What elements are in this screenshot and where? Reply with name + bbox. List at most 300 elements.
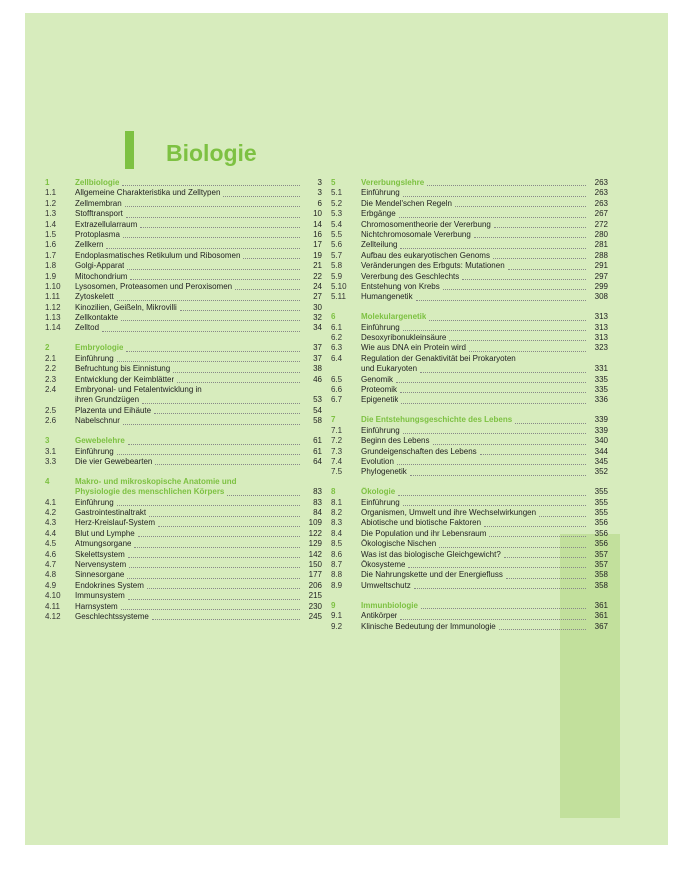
toc-page-number: 272: [594, 219, 608, 229]
dot-leader: [126, 351, 300, 352]
dot-leader: [414, 588, 586, 589]
dot-leader: [493, 258, 586, 259]
toc-label: Zellbiologie: [75, 177, 120, 187]
toc-number: 6.1: [331, 322, 343, 332]
toc-page-number: 339: [594, 415, 608, 425]
toc-page-number: 313: [594, 333, 608, 343]
toc-page-number: 355: [594, 508, 608, 518]
toc-entry-row[interactable]: [45, 282, 322, 292]
dot-leader: [125, 206, 300, 207]
toc-label: Genomik: [361, 374, 394, 384]
toc-label: Plazenta und Eihäute: [75, 405, 152, 415]
toc-number: 5.7: [331, 250, 343, 260]
toc-number: 1.1: [45, 188, 57, 198]
toc-chapter-row[interactable]: [331, 601, 608, 611]
toc-label: Antikörper: [361, 611, 398, 621]
toc-entry-row[interactable]: [331, 199, 608, 209]
toc-number: 4.1: [45, 497, 57, 507]
toc-number: 9.2: [331, 621, 343, 631]
toc-number: 1.2: [45, 198, 57, 208]
toc-entry-row[interactable]: [45, 230, 322, 240]
toc-page-number: 331: [594, 364, 608, 374]
toc-number: 7: [331, 415, 336, 425]
dot-leader: [399, 217, 586, 218]
toc-page-number: 263: [594, 198, 608, 208]
toc-page-number: 109: [308, 518, 322, 528]
toc-entry-row[interactable]: [331, 354, 608, 364]
dot-leader: [439, 547, 586, 548]
toc-label: Humangenetik: [361, 292, 413, 302]
toc-label: Die Mendel'schen Regeln: [361, 198, 452, 208]
toc-number: 6.3: [331, 343, 343, 353]
toc-page-number: 58: [313, 416, 322, 426]
toc-entry-row[interactable]: [331, 467, 608, 477]
toc-entry-row[interactable]: [331, 508, 608, 518]
toc-page-number: 340: [594, 436, 608, 446]
toc-page-number: 10: [313, 209, 322, 219]
dot-leader: [180, 310, 300, 311]
dot-leader: [416, 300, 586, 301]
toc-page-number: 344: [594, 446, 608, 456]
toc-number: 7.1: [331, 425, 343, 435]
toc-number: 4.12: [45, 612, 61, 621]
toc-label: Ökologie: [361, 487, 396, 497]
dot-leader: [433, 444, 587, 445]
toc-label: Befruchtung bis Einnistung: [75, 364, 171, 374]
toc-page-number: 53: [313, 395, 322, 405]
toc-entry-row[interactable]: [331, 209, 608, 219]
toc-entry-row[interactable]: [45, 581, 322, 591]
toc-page-number: 38: [313, 364, 322, 374]
toc-number: 5.10: [331, 281, 347, 291]
toc-page-number: 129: [308, 539, 322, 549]
dot-leader: [128, 599, 300, 600]
toc-page-number: 16: [313, 229, 322, 239]
dot-leader: [462, 279, 586, 280]
toc-entry-row[interactable]: [331, 447, 608, 457]
toc-entry-row[interactable]: [45, 292, 322, 302]
dot-leader: [400, 392, 586, 393]
toc-label: Klinische Bedeutung der Immunologie: [361, 621, 496, 631]
toc-entry-row[interactable]: [331, 188, 608, 198]
toc-number: 3.3: [45, 456, 57, 466]
toc-page-number: 3: [317, 177, 322, 187]
toc-entry-row[interactable]: [331, 282, 608, 292]
toc-entry-row[interactable]: [45, 457, 322, 467]
toc-page-number: 299: [594, 281, 608, 291]
toc-entry-row[interactable]: [331, 333, 608, 343]
toc-chapter-row[interactable]: [331, 487, 608, 497]
toc-entry-row[interactable]: [45, 375, 322, 385]
toc-label: Geschlechtssysteme: [75, 612, 149, 621]
toc-label: Vererbungslehre: [361, 177, 425, 187]
toc-entry-row[interactable]: [331, 611, 608, 621]
toc-number: 5.1: [331, 188, 343, 198]
toc-page-number: 356: [594, 528, 608, 538]
toc-label: Vererbung des Geschlechts: [361, 271, 460, 281]
toc-label: Lysosomen, Proteasomen und Peroxisomen: [75, 281, 233, 291]
toc-entry-row[interactable]: [45, 570, 322, 580]
toc-chapter-row[interactable]: [45, 343, 322, 353]
toc-chapter-row[interactable]: [331, 415, 608, 425]
toc-right-column: [331, 178, 608, 642]
toc-entry-row[interactable]: [331, 240, 608, 250]
toc-entry-row[interactable]: [45, 447, 322, 457]
toc-page-number: 263: [594, 177, 608, 187]
dot-leader: [117, 454, 300, 455]
toc-page-number: 357: [594, 560, 608, 570]
toc-number: 2.4: [45, 385, 57, 394]
toc-label: Gastrointestinaltrakt: [75, 508, 147, 518]
toc-label: Epigenetik: [361, 395, 399, 405]
toc-entry-row[interactable]: [331, 364, 608, 374]
toc-page-number: 37: [313, 343, 322, 353]
toc-label: Was ist das biologische Gleichgewicht?: [361, 549, 501, 559]
toc-entry-row[interactable]: [331, 261, 608, 271]
dot-leader: [429, 320, 586, 321]
toc-label: Immunsystem: [75, 591, 125, 601]
dot-leader: [117, 505, 300, 506]
toc-page-number: 308: [594, 292, 608, 302]
toc-label: Molekulargenetik: [361, 312, 427, 322]
toc-label: Desoxyribonukleinsäure: [361, 333, 447, 343]
toc-chapter-row[interactable]: [331, 312, 608, 322]
toc-number: 4.4: [45, 528, 57, 538]
toc-label: Einführung: [361, 497, 400, 507]
dot-leader: [504, 557, 586, 558]
toc-label: Grundeigenschaften des Lebens: [361, 446, 477, 456]
toc-page-number: 358: [594, 570, 608, 580]
toc-entry-row[interactable]: [45, 272, 322, 282]
toc-label: Entwicklung der Keimblätter: [75, 374, 175, 384]
dot-leader: [469, 351, 586, 352]
toc-label: Die vier Gewebearten: [75, 456, 153, 466]
toc-left-column: [45, 178, 322, 632]
toc-number: 7.5: [331, 467, 343, 477]
toc-page-number: 61: [313, 446, 322, 456]
toc-label: Regulation der Genaktivität bei Prokaryoten: [361, 353, 516, 363]
toc-label: Evolution: [361, 456, 394, 466]
toc-label: Einführung: [361, 322, 400, 332]
toc-number: 8.3: [331, 518, 343, 528]
toc-label: Atmungsorgane: [75, 539, 132, 549]
dot-leader: [539, 516, 586, 517]
dot-leader: [155, 464, 300, 465]
toc-page-number: 30: [313, 302, 322, 312]
toc-label: Protoplasma: [75, 229, 120, 239]
toc-page-number: 27: [313, 292, 322, 302]
toc-entry-row[interactable]: [45, 498, 322, 508]
toc-label: Einführung: [75, 353, 114, 363]
toc-number: 8.6: [331, 549, 343, 559]
toc-entry-row[interactable]: [45, 508, 322, 518]
toc-entry-row[interactable]: [45, 323, 322, 333]
toc-number: 2.3: [45, 374, 57, 384]
toc-entry-row[interactable]: [45, 199, 322, 209]
toc-page-number: 356: [594, 518, 608, 528]
toc-label: Zelltod: [75, 323, 100, 333]
toc-number: 8.7: [331, 560, 343, 570]
dot-leader: [128, 444, 300, 445]
toc-entry-row[interactable]: [331, 426, 608, 436]
toc-section: [331, 487, 608, 591]
toc-page-number: 280: [594, 229, 608, 239]
dot-leader: [455, 206, 586, 207]
section-numeral: [125, 131, 126, 132]
toc-entry-row[interactable]: [45, 539, 322, 549]
toc-entry-row[interactable]: [331, 230, 608, 240]
dot-leader: [142, 403, 300, 404]
dot-leader: [235, 289, 300, 290]
toc-label: Entstehung von Krebs: [361, 281, 440, 291]
toc-label: ihren Grundzügen: [75, 395, 140, 405]
toc-number: 1: [45, 177, 50, 187]
dot-leader: [117, 300, 300, 301]
dot-leader: [128, 557, 300, 558]
toc-page-number: 297: [594, 271, 608, 281]
toc-chapter-row[interactable]: [45, 487, 322, 497]
toc-number: 9: [331, 600, 336, 610]
toc-page-number: 24: [313, 281, 322, 291]
toc-number: 5.5: [331, 229, 343, 239]
dot-leader: [489, 536, 586, 537]
toc-label: Nabelschnur: [75, 416, 120, 426]
toc-number: 6.4: [331, 353, 343, 363]
toc-number: 8.9: [331, 580, 343, 590]
toc-entry-row[interactable]: [331, 385, 608, 395]
toc-number: 2: [45, 343, 50, 353]
toc-page-number: 64: [313, 456, 322, 466]
toc-label: Chromosomentheorie der Vererbung: [361, 219, 491, 229]
toc-label: Golgi-Apparat: [75, 261, 125, 271]
toc-entry-row[interactable]: [331, 581, 608, 591]
toc-label: Gewebelehre: [75, 436, 125, 446]
toc-number: 4.7: [45, 560, 57, 570]
toc-page-number: 83: [313, 487, 322, 497]
dot-leader: [499, 629, 586, 630]
toc-number: 1.11: [45, 292, 60, 302]
toc-label: Aufbau des eukaryotischen Genoms: [361, 250, 490, 260]
toc-entry-row[interactable]: [45, 560, 322, 570]
dot-leader: [121, 320, 300, 321]
toc-entry-row[interactable]: [45, 261, 322, 271]
toc-number: 4.3: [45, 518, 57, 528]
dot-leader: [421, 608, 586, 609]
toc-entry-row[interactable]: [45, 395, 322, 405]
toc-page-number: 291: [594, 261, 608, 271]
toc-page-number: 339: [594, 425, 608, 435]
toc-entry-row[interactable]: [331, 622, 608, 632]
toc-label: Abiotische und biotische Faktoren: [361, 518, 482, 528]
toc-number: 8.4: [331, 528, 343, 538]
toc-number: 2.1: [45, 353, 57, 363]
toc-entry-row[interactable]: [45, 313, 322, 323]
toc-label: Extrazellularraum: [75, 219, 138, 229]
toc-page-number: 206: [308, 580, 322, 590]
toc-page-number: 34: [313, 323, 322, 333]
toc-label: Veränderungen des Erbguts: Mutationen: [361, 261, 505, 271]
toc-page-number: 361: [594, 600, 608, 610]
toc-label: Ökologische Nischen: [361, 539, 437, 549]
toc-number: 6.2: [331, 333, 343, 343]
toc-label: Stofftransport: [75, 209, 123, 219]
toc-chapter-row[interactable]: [45, 178, 322, 188]
toc-entry-row[interactable]: [45, 591, 322, 601]
toc-section: [331, 601, 608, 632]
toc-entry-row[interactable]: [45, 416, 322, 426]
toc-entry-row[interactable]: [45, 602, 322, 612]
toc-entry-row[interactable]: [45, 364, 322, 374]
toc-page-number: 356: [594, 539, 608, 549]
toc-number: 1.7: [45, 250, 57, 260]
toc-entry-row[interactable]: [45, 612, 322, 622]
toc-number: 1.9: [45, 271, 57, 281]
toc-entry-row[interactable]: [45, 240, 322, 250]
toc-label: Einführung: [361, 425, 400, 435]
toc-entry-row[interactable]: [331, 343, 608, 353]
toc-label: Die Nahrungskette und der Energiefluss: [361, 570, 503, 580]
toc-number: 2.2: [45, 364, 57, 374]
toc-entry-row[interactable]: [331, 375, 608, 385]
toc-number: 5.3: [331, 209, 343, 219]
toc-page-number: 267: [594, 209, 608, 219]
toc-number: 6.7: [331, 395, 343, 405]
toc-entry-row[interactable]: [331, 529, 608, 539]
toc-page-number: 22: [313, 271, 322, 281]
toc-entry-row[interactable]: [331, 251, 608, 261]
toc-entry-row[interactable]: [45, 519, 322, 529]
toc-number: 3.1: [45, 446, 57, 456]
toc-page-number: 245: [308, 612, 322, 621]
dot-leader: [223, 196, 300, 197]
toc-label: Mitochondrium: [75, 271, 128, 281]
toc-entry-row[interactable]: [331, 323, 608, 333]
toc-label: Organismen, Umwelt und ihre Wechselwirkungen: [361, 508, 537, 518]
dot-leader: [396, 382, 586, 383]
toc-entry-row[interactable]: [331, 570, 608, 580]
toc-page-number: 61: [313, 436, 322, 446]
toc-number: 1.6: [45, 240, 57, 250]
dot-leader: [127, 578, 300, 579]
toc-number: 4.6: [45, 549, 57, 559]
toc-page-number: 367: [594, 621, 608, 631]
toc-entry-row[interactable]: [331, 395, 608, 405]
toc-number: 1.8: [45, 261, 57, 271]
toc-number: 6: [331, 312, 336, 322]
dot-leader: [117, 361, 300, 362]
toc-label: Embryologie: [75, 343, 124, 353]
toc-entry-row[interactable]: [331, 519, 608, 529]
toc-entry-row[interactable]: [45, 529, 322, 539]
toc-entry-row[interactable]: [331, 272, 608, 282]
toc-chapter-row[interactable]: [45, 477, 322, 487]
toc-label: Phylogenetik: [361, 467, 407, 477]
toc-page-number: 215: [308, 591, 322, 601]
toc-entry-row[interactable]: [331, 292, 608, 302]
toc-label: Embryonal- und Fetalentwicklung in: [75, 385, 202, 394]
dot-leader: [400, 248, 586, 249]
toc-page-number: 230: [308, 601, 322, 611]
toc-number: 1.12: [45, 302, 61, 312]
toc-entry-row[interactable]: [331, 436, 608, 446]
toc-page-number: 17: [313, 240, 322, 250]
toc-page-number: 358: [594, 580, 608, 590]
dot-leader: [506, 578, 586, 579]
dot-leader: [158, 526, 300, 527]
toc-number: 4.11: [45, 601, 60, 611]
toc-page-number: 335: [594, 374, 608, 384]
toc-page-number: 19: [313, 250, 322, 260]
toc-label: Kinozilien, Geißeln, Mikrovilli: [75, 302, 177, 312]
toc-page-number: 336: [594, 395, 608, 405]
toc-entry-row[interactable]: [331, 498, 608, 508]
toc-number: 8: [331, 487, 336, 497]
dot-leader: [106, 248, 300, 249]
dot-leader: [130, 279, 300, 280]
toc-page-number: 361: [594, 611, 608, 621]
toc-page-number: 46: [313, 374, 322, 384]
dot-leader: [508, 269, 586, 270]
toc-chapter-row[interactable]: [45, 436, 322, 446]
toc-section: [331, 178, 608, 303]
toc-entry-row[interactable]: [45, 220, 322, 230]
toc-entry-row[interactable]: [45, 209, 322, 219]
toc-number: 2.5: [45, 405, 57, 415]
toc-entry-row[interactable]: [45, 251, 322, 261]
toc-label: Sinnesorgane: [75, 570, 125, 580]
toc-number: 9.1: [331, 611, 343, 621]
toc-entry-row[interactable]: [45, 385, 322, 395]
dot-leader: [403, 196, 586, 197]
toc-entry-row[interactable]: [331, 560, 608, 570]
toc-number: 5.9: [331, 271, 343, 281]
toc-page-number: 281: [594, 240, 608, 250]
dot-leader: [400, 619, 586, 620]
section-numeral-bar: [125, 131, 134, 169]
toc-entry-row[interactable]: [331, 550, 608, 560]
dot-leader: [138, 536, 300, 537]
dot-leader: [154, 413, 300, 414]
dot-leader: [134, 547, 300, 548]
toc-number: 1.5: [45, 229, 57, 239]
dot-leader: [121, 609, 300, 610]
toc-label: und Eukaryoten: [361, 364, 418, 374]
toc-entry-row[interactable]: [45, 406, 322, 416]
toc-entry-row[interactable]: [45, 550, 322, 560]
dot-leader: [147, 588, 300, 589]
dot-leader: [494, 227, 586, 228]
toc-entry-row[interactable]: [331, 220, 608, 230]
toc-entry-row[interactable]: [331, 457, 608, 467]
dot-leader: [122, 185, 300, 186]
dot-leader: [401, 403, 586, 404]
toc-chapter-row[interactable]: [331, 178, 608, 188]
toc-label: Zellkontakte: [75, 313, 119, 323]
toc-entry-row[interactable]: [331, 539, 608, 549]
dot-leader: [152, 619, 300, 620]
toc-label: Blut und Lymphe: [75, 528, 135, 538]
dot-leader: [403, 330, 586, 331]
toc-page-number: 355: [594, 487, 608, 497]
toc-entry-row[interactable]: [45, 354, 322, 364]
dot-leader: [408, 567, 586, 568]
toc-page-number: 54: [313, 405, 322, 415]
toc-entry-row[interactable]: [45, 188, 322, 198]
toc-label: Zellkern: [75, 240, 104, 250]
toc-entry-row[interactable]: [45, 303, 322, 313]
toc-number: 4.5: [45, 539, 57, 549]
toc-label: Physiologie des menschlichen Körpers: [75, 487, 225, 497]
